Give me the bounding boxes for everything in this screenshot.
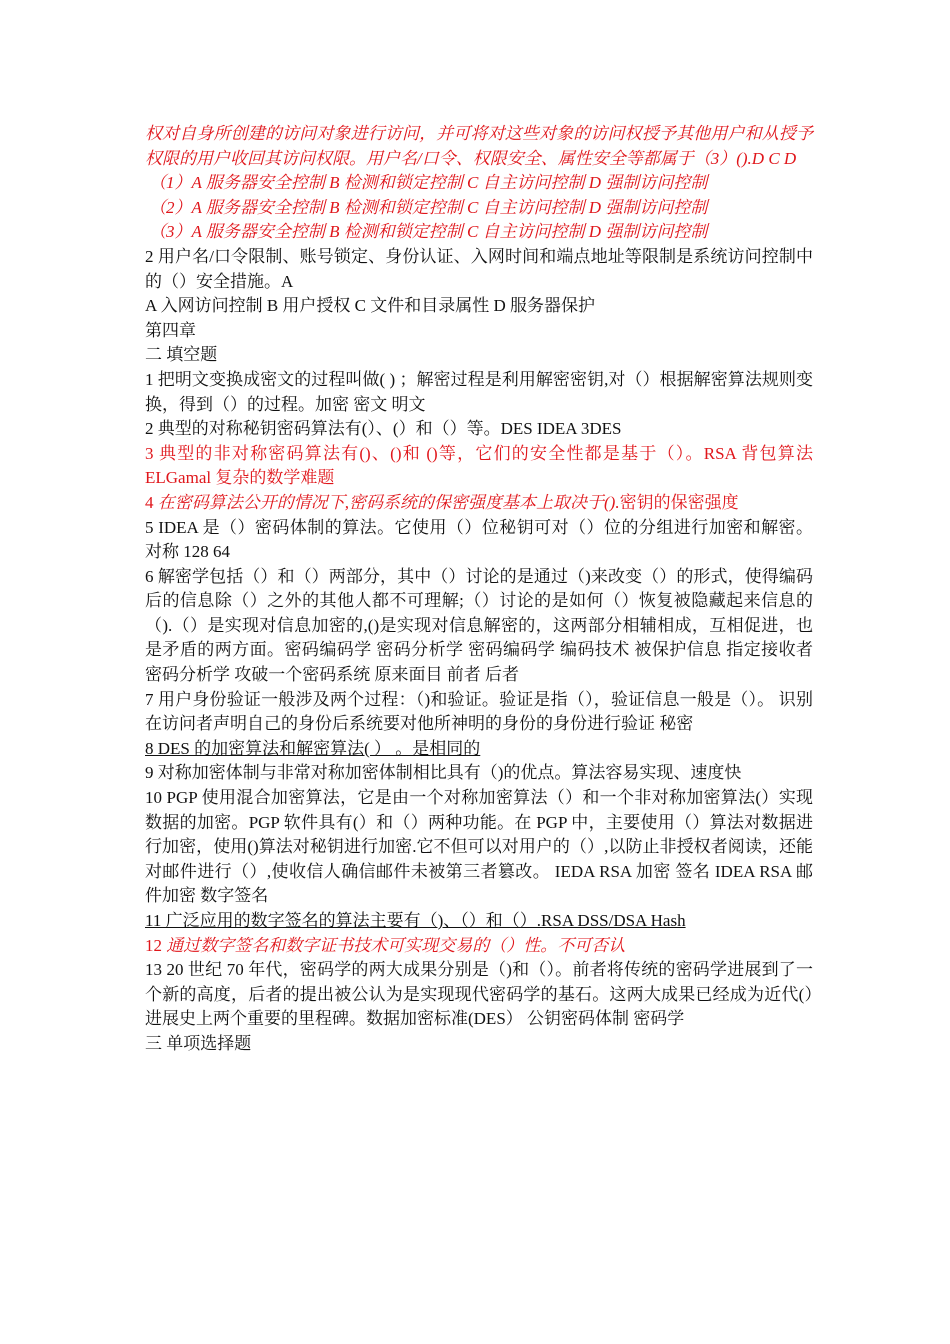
fill-question-6: 6 解密学包括（）和（）两部分，其中（）讨论的是通过（)来改变（）的形式，使得编码后的信息除（）之外的其他人都不可理解;（）讨论的是如何（）恢复被隐藏起来信息的（).（）是实现对信息加密的,()是实现对信息解密的，这两部分相辅相成，互相促进，也是矛盾的两方面。密码编码学 密码分析学 密码编码学 编码技术 被保护信息 指定接收者 密码分析学 攻破一个密码系统 原来面目 前者 后者 <box>145 566 813 685</box>
section-heading-fill-in: 二 填空题 <box>145 345 218 365</box>
section-heading-single-choice: 三 单项选择题 <box>145 1033 252 1053</box>
chapter-heading: 第四章 <box>145 320 196 340</box>
q3-option-1: （1）A 服务器安全控制 B 检测和锁定控制 C 自主访问控制 D 强制访问控制 <box>149 173 708 193</box>
fill-question-12 <box>145 934 813 959</box>
q4-italic-text: 在密码算法公开的情况下,密码系统的保密强度基本上取决于(). <box>157 492 620 512</box>
fill-question-3: 3 典型的非对称密码算法有()、()和 ()等，它们的安全性都是基于（）。RSA 背包算法 ELGamal 复杂的数学难题 <box>145 443 813 488</box>
q3-stem: 权对自身所创建的访问对象进行访问，并可将对这些对象的访问权授予其他用户和从授予权限的用户收回其访问权限。用户名/口令、权限安全、属性安全等都属于（3）().D C D <box>145 124 813 168</box>
fill-question-2: 2 典型的对称秘钥密码算法有(）、(）和（）等。DES IDEA 3DES <box>145 419 622 439</box>
fill-question-9: 9 对称加密体制与非常对称加密体制相比具有（)的优点。算法容易实现、速度快 <box>145 763 742 783</box>
q4-number: 4 <box>145 492 158 512</box>
q11-underlined-text: 11 广泛应用的数字签名的算法主要有（)、（）和（）.RSA DSS/DSA Hash <box>145 911 686 930</box>
fill-question-5: 5 IDEA 是（）密码体制的算法。它使用（）位秘钥可对（）位的分组进行加密和解密。对称 128 64 <box>145 517 813 562</box>
q3-option-3: （3）A 服务器安全控制 B 检测和锁定控制 C 自主访问控制 D 强制访问控制 <box>149 222 708 242</box>
fill-question-10: 10 PGP 使用混合加密算法，它是由一个对称加密算法（）和一个非对称加密算法(）实现数据的加密。PGP 软件具有(）和（）两种功能。在 PGP 中，主要使用（）算法对数据进行加密，使用()算法对秘钥进行加密.它不但可以对用户的（）,以防止非授权者阅读，还能对邮件进行（）,使收信人确信邮件未被第三者篡改。 IEDA RSA 加密 签名 IDEA RSA 邮件加密 数字签名 <box>145 788 813 906</box>
fill-question-8 <box>145 737 813 762</box>
q3-option-2: （2）A 服务器安全控制 B 检测和锁定控制 C 自主访问控制 D 强制访问控制 <box>149 197 708 217</box>
fill-question-11 <box>145 909 813 934</box>
q2-options: A 入网访问控制 B 用户授权 C 文件和目录属性 D 服务器保护 <box>145 296 596 316</box>
q2-stem: 2 用户名/口令限制、账号锁定、身份认证、入网时间和端点地址等限制是系统访问控制中的（）安全措施。A <box>145 246 813 291</box>
q12-italic-text: 通过数字签名和数字证书技术可实现交易的（）性。不可否认 <box>166 935 626 955</box>
fill-question-13: 13 20 世纪 70 年代，密码学的两大成果分别是（)和（）。前者将传统的密码学进展到了一个新的高度，后者的提出被公认为是实现现代密码学的基石。这两大成果已经成为近代(）进展史上两个重要的里程碑。数据加密标准(DES） 公钥密码体制 密码学 <box>145 960 813 1029</box>
q8-underlined-text: 8 DES 的加密算法和解密算法( ） 。是相同的 <box>145 738 481 758</box>
fill-question-7: 7 用户身份验证一般涉及两个过程：（)和验证。验证是指（），验证信息一般是（）。 识别 在访问者声明自己的身份后系统要对他所神明的身份的身份进行验证 秘密 <box>145 689 813 734</box>
q12-number: 12 <box>145 935 167 955</box>
fill-question-4 <box>145 491 813 516</box>
fill-question-1: 1 把明文变换成密文的过程叫做( ) ；解密过程是利用解密密钥,对（）根据解密算法规则变换，得到（）的过程。加密 密文 明文 <box>145 369 813 414</box>
q4-answer: 密钥的保密强度 <box>619 492 739 512</box>
document-page <box>145 122 813 1057</box>
